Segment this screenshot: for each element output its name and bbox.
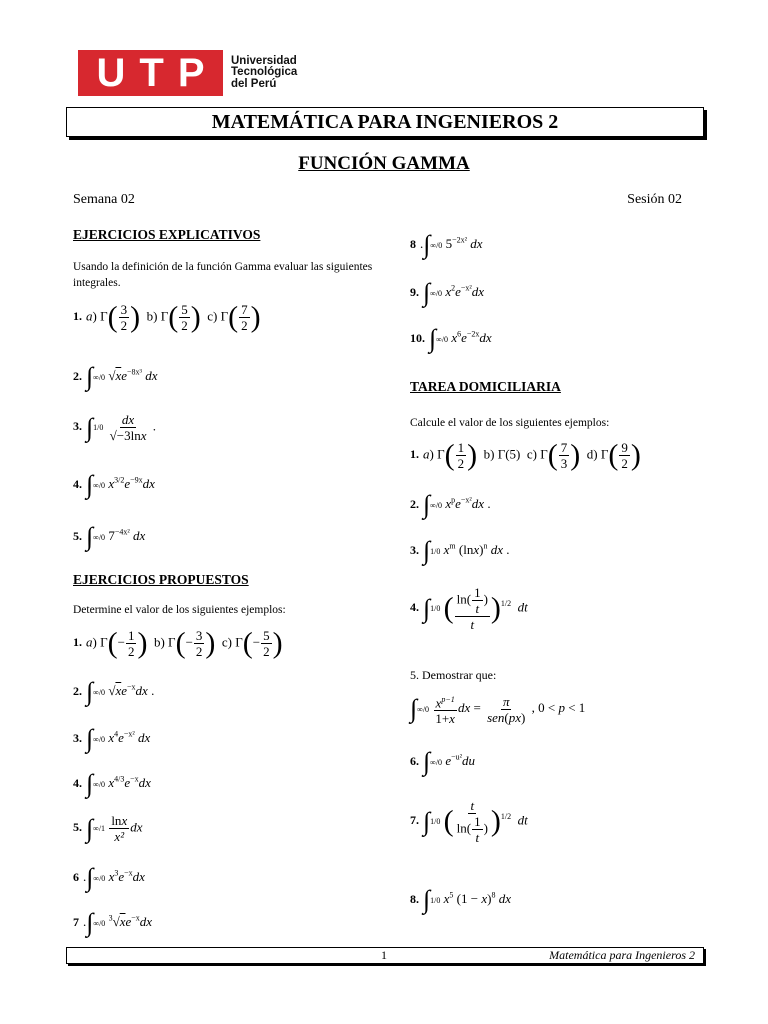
page-subtitle: FUNCIÓN GAMMA [298, 153, 470, 174]
demo-label: 5. Demostrar que: [410, 668, 497, 682]
exercise-t3: 3. ∫1/0 $x^m$ $(\ln x)^n$ dx . [410, 536, 510, 565]
exercise-p4: 4. ∫∞/0 $x^{4/3}e^{-x}dx$ [73, 769, 151, 798]
utp-logo [78, 50, 297, 96]
session-label: Sesión 02 [627, 192, 682, 207]
logo-mark [78, 50, 223, 96]
exercise-e4: 4. ∫∞/0 $x^{3/2}e^{-9x}dx$ [73, 470, 155, 499]
section-explicativos: EJERCICIOS EXPLICATIVOS [73, 227, 261, 242]
exercise-p5: 5. ∫∞/1 $\frac{\ln x}{\text{x²}}$ dx [73, 813, 143, 844]
exercise-t4: 4. ∫1/0 ( ln( $\frac{1}{t}$ ) t )$^{1/2}$ dt [410, 585, 528, 632]
logo-letter-u: U [96, 51, 126, 95]
exercise-t8: 8. ∫1/0 $x^5$ $(1 - x)^8$ dx [410, 885, 511, 914]
exercise-t2: 2. ∫∞/0 $x^pe^{-x^2}dx$ . [410, 490, 491, 519]
intro-propuestos: Determine el valor de los siguientes ejemplos: [73, 604, 286, 616]
exercise-p9: 9. ∫∞/0 $x^2e^{-x^2}dx$ [410, 278, 485, 307]
exercise-e5: 5. ∫∞/0 $7^{-4x^2}$ dx [73, 522, 146, 551]
logo-letter-p: P [177, 51, 205, 95]
exercise-p7: 7 .∫∞/0 $^3√xe^{-x}dx$ [73, 908, 153, 937]
exercise-p3: 3. ∫∞/0 $x^4e^{-x^2}$ dx [73, 724, 151, 753]
exercise-p2: 2. ∫∞/0 $√xe^{-x}dx$ . [73, 677, 155, 706]
demo-formula: ∫∞/0 $\frac{x^{p-1}}{1+x}$ dx = $\frac{\pi}{\text{sen(px)}}$ , 0 < p < 1 [410, 693, 586, 727]
exercise-e3: 3. ∫1/0 $\frac{dx}{√-3\ln x}$ . [73, 412, 156, 443]
exercise-t1: 1. a) Γ( $\frac{1}{2}$ ) b) Γ(5) c) Γ( $\frac{7}{3}$ ) d) Γ( $\frac{9}{2}$ ) [410, 438, 641, 472]
section-tarea: TAREA DOMICILIARIA [410, 379, 561, 394]
page-title: MATEMÁTICA PARA INGENIEROS 2 [66, 107, 704, 137]
section-propuestos: EJERCICIOS PROPUESTOS [73, 572, 249, 587]
intro-explicativos: Usando la definición de la función Gamma evaluar las siguientes integrales. [73, 261, 373, 289]
exercise-p1: 1. a) Γ(− $\frac{1}{2}$ ) b) Γ(− $\frac{3}{2}$ ) c) Γ(− $\frac{5}{2}$ ) [73, 626, 283, 660]
exercise-e1: 1. a) Γ( $\frac{3}{2}$ ) b) Γ( $\frac{5}{2}$ ) c) Γ( $\frac{7}{2}$ ) [73, 300, 261, 334]
exercise-p6: 6 .∫∞/0 $x^3e^{-x}dx$ [73, 863, 145, 892]
week-label: Semana 02 [73, 192, 135, 207]
exercise-t7: 7. ∫1/0 ( t ln( $\frac{1}{t}$ ) )$^{1/2}$ dt [410, 798, 528, 845]
exercise-t6: 6. ∫∞/0 $e^{-u^2}du$ [410, 747, 476, 776]
exercise-e2: 2. ∫∞/0 $√xe^{-8x^3}$ dx [73, 362, 158, 391]
page-number: 1 [381, 948, 387, 962]
page-footer [66, 947, 704, 964]
logo-letter-t: T [139, 51, 164, 95]
exercise-p8: 8 .∫∞/0 $5^{-2x^2}$ dx [410, 230, 483, 259]
logo-text: Universidad Tecnológica del Perú [231, 54, 298, 90]
intro-tarea: Calcule el valor de los siguientes ejemplos: [410, 417, 610, 429]
footer-text: Matemática para Ingenieros 2 [549, 948, 695, 962]
exercise-p10: 10. ∫∞/0 $x^6e^{-2x}dx$ [410, 324, 492, 353]
